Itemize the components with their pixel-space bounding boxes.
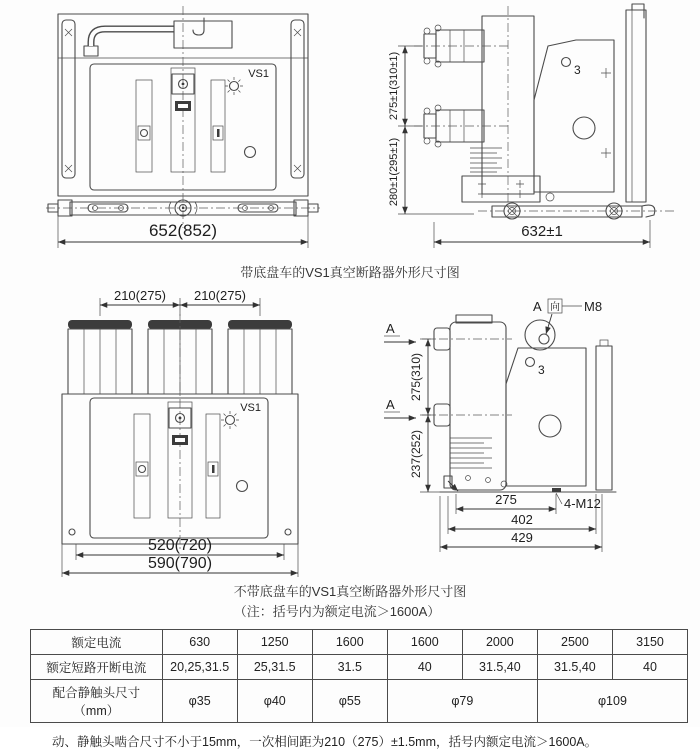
dimension-652 [58,216,308,248]
table-row-contact-size [31,680,688,723]
row-label: 额定电流 [31,630,163,655]
dim-280-label: 280±1(295±1) [388,137,400,207]
dim-275-label: 275±1(310±1) [388,51,400,121]
spec-table [30,629,688,723]
pole-ribs [470,148,502,172]
caption-without-chassis-block [0,582,700,621]
hole-count-label: 3 [538,363,545,377]
label-4-m12: 4-M12 [564,496,601,511]
cell: 630 [162,630,237,655]
front-view-with-chassis-drawing [28,0,348,256]
model-label: VS1 [240,402,261,414]
row-label: 额定短路开断电流 [31,655,163,680]
dim-520-label: 520(720) [147,537,213,554]
cell: 1600 [312,630,387,655]
dim-632-label: 632±1 [521,223,563,240]
cell: 1250 [237,630,312,655]
footnote: 动、静触头啮合尺寸不小于15mm，一次相间距为210（275）±1.5mm，括号内额定电流＞1600A。 [52,735,598,749]
cell: φ55 [312,680,387,723]
dimension-lower-height [388,126,474,214]
view-a-label: A [533,299,542,314]
dim-210-left-label: 210(275) [113,288,167,303]
dim-275-label: 275 [495,492,517,507]
cell: 25,31.5 [237,655,312,680]
dimension-depth [434,220,650,248]
cell: 40 [387,655,462,680]
pole-ribs [450,438,492,468]
cell: φ40 [237,680,312,723]
dim-402-label: 402 [511,512,533,527]
breaker-body [482,4,646,204]
dimension-pole-pitch [388,46,422,126]
cell: 40 [612,655,687,680]
figure-without-chassis [0,286,700,578]
caption-note: （注：括号内为额定电流＞1600A） [233,603,441,619]
cell: 31.5,40 [462,655,537,680]
upper-bushing [414,25,508,67]
front-panel [90,398,268,538]
cell: φ35 [162,680,237,723]
view-direction-char: 向 [550,302,560,313]
section-a-top: A [386,321,395,336]
cell: 20,25,31.5 [162,655,237,680]
enclosure [58,6,308,228]
lower-bushing [414,105,508,147]
cell: φ79 [387,680,537,723]
dim-652-label: 652(852) [148,221,218,240]
cell: 31.5 [312,655,387,680]
side-view-with-chassis-drawing [374,0,694,256]
cell: φ109 [537,680,687,723]
view-a-detail [525,299,602,350]
model-label: VS1 [248,68,269,80]
dim-275-310-label: 275(310) [409,352,423,402]
rosette-icon [225,77,243,95]
dim-429-label: 429 [511,530,533,545]
dim-590-label: 590(790) [147,555,213,572]
cell: 3150 [612,630,687,655]
dimension-lower-height [409,415,440,492]
caption-without-chassis: 不带底盘车的VS1真空断路器外形尺寸图 [233,584,467,599]
caption-with-chassis: 带底盘车的VS1真空断路器外形尺寸图 [240,265,460,280]
cell: 1600 [387,630,462,655]
dimension-pole-pitch [409,339,434,415]
dimension-pitch [100,288,260,316]
side-view-no-chassis-drawing [370,286,680,578]
cell: 31.5,40 [537,655,612,680]
m12-bolt [552,488,561,492]
hole-count-label: 3 [574,63,581,77]
dimension-275 [456,492,601,514]
dim-210-right-label: 210(275) [193,288,247,303]
figure-with-chassis [0,0,700,256]
front-view-no-chassis-drawing [30,286,330,578]
row-label: 配合静触头尺寸（mm） [31,680,163,723]
truck-base [478,203,674,219]
cell: 2500 [537,630,612,655]
dim-237-252-label: 237(252) [409,429,423,479]
breaker-body [62,314,298,552]
table-row-breaking-current [31,655,688,680]
interlock-mechanism [84,18,232,56]
bolt-m8-label: M8 [584,299,603,314]
cell: 2000 [462,630,537,655]
breaker-body [422,315,616,492]
rosette-icon [221,411,239,429]
section-a-bottom: A [386,397,395,412]
table-row-rated-current [31,630,688,655]
